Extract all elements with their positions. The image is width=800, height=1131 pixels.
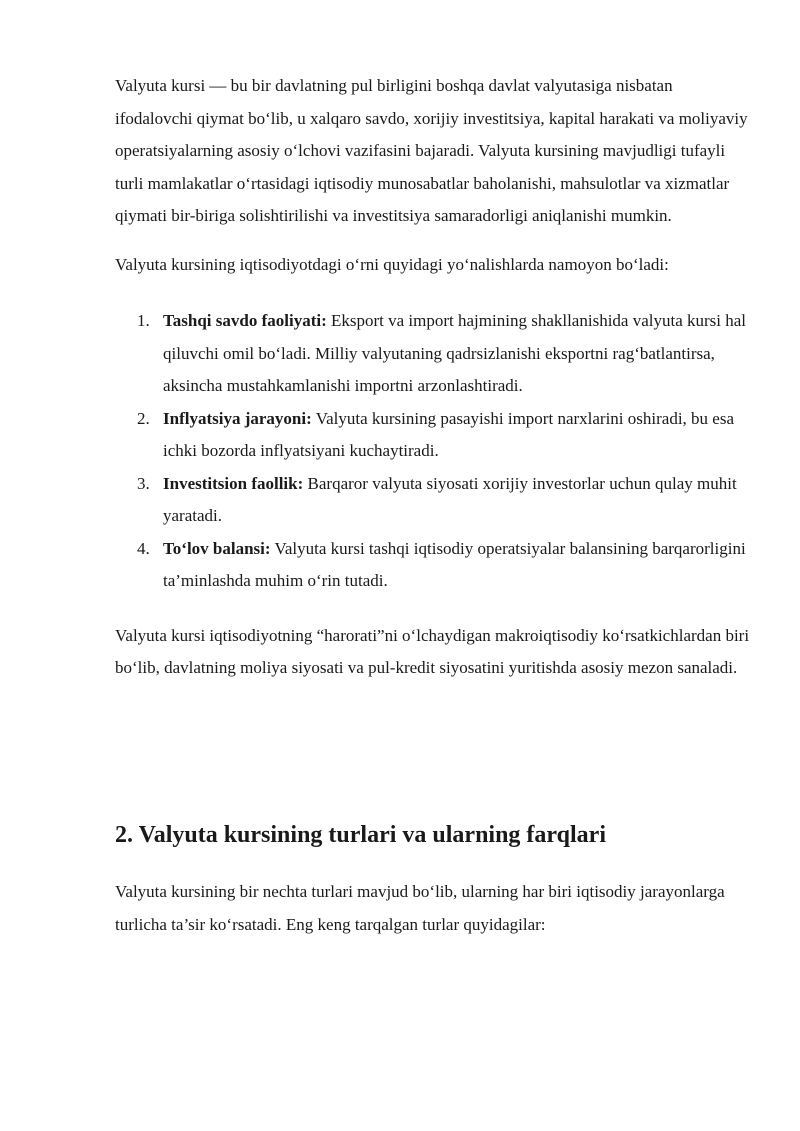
list-item bbox=[115, 305, 750, 403]
list-item-term: To‘lov balansi: bbox=[163, 538, 271, 558]
list-item-number: 2. bbox=[137, 408, 150, 428]
list-item-term: Investitsion faollik: bbox=[163, 473, 304, 493]
conclusion-paragraph: Valyuta kursi iqtisodiyotning “harorati”ni o‘lchaydigan makroiqtisodiy ko‘rsatkichlardan biri bo‘lib, davlatning moliya siyosati va pul-kredit siyosatini yuritishda asosiy mezon sanaladi. bbox=[115, 625, 750, 677]
list-item-text: Eksport va import hajmining shakllanishida valyuta kursi hal qiluvchi omil bo‘ladi. Milliy valyutaning qadrsizlanishi eksportni rag‘batlantirsa, aksincha mustahkamlanishi importni arzonlashtiradi. bbox=[163, 311, 747, 395]
list-item-text: Valyuta kursi tashqi iqtisodiy operatsiyalar balansining barqarorligini ta’minlashda muhim o‘rin tutadi. bbox=[163, 538, 746, 590]
list-item-text: Barqaror valyuta siyosati xorijiy investorlar uchun qulay muhit yaratadi. bbox=[163, 473, 737, 525]
document-page bbox=[115, 70, 750, 934]
list-item-number: 4. bbox=[137, 538, 150, 558]
section-paragraph: Valyuta kursining bir nechta turlari mavjud bo‘lib, ularning har biri iqtisodiy jarayonlarga turlicha ta’sir ko‘rsatadi. Eng keng tarqalgan turlar quyidagilar: bbox=[115, 882, 725, 934]
numbered-list bbox=[115, 305, 750, 598]
intro-paragraph: Valyuta kursi — bu bir davlatning pul birligini boshqa davlat valyutasiga nisbatan ifodalovchi qiymat bo‘lib, u xalqaro savdo, xorijiy investitsiya, kapital harakati va moliyaviy operatsiyalarning asosiy o‘lchovi vazifasini bajaradi. Valyuta kursining mavjudligi tufayli turli mamlakatlar o‘rtasidagi iqtisodiy munosabatlar baholanishi, mahsulotlar va xizmatlar qiymati bir-biriga solishtirilishi va investitsiya samaradorligi aniqlanishi mumkin. bbox=[115, 76, 748, 225]
list-item bbox=[115, 468, 750, 533]
list-item-number: 3. bbox=[137, 473, 150, 493]
section-heading: 2. Valyuta kursining turlari va ularning farqlari bbox=[115, 822, 606, 848]
list-item-term: Tashqi savdo faoliyati: bbox=[163, 311, 327, 330]
list-item-term: Inflyatsiya jarayoni: bbox=[163, 408, 312, 428]
list-item bbox=[115, 533, 750, 598]
list-item bbox=[115, 403, 750, 468]
list-item-number: 1. bbox=[137, 311, 150, 330]
lead-paragraph: Valyuta kursining iqtisodiyotdagi o‘rni quyidagi yo‘nalishlarda namoyon bo‘ladi: bbox=[115, 254, 669, 274]
list-item-text: Valyuta kursining pasayishi import narxlarini oshiradi, bu esa ichki bozorda inflyatsiyani kuchaytiradi. bbox=[163, 408, 735, 460]
